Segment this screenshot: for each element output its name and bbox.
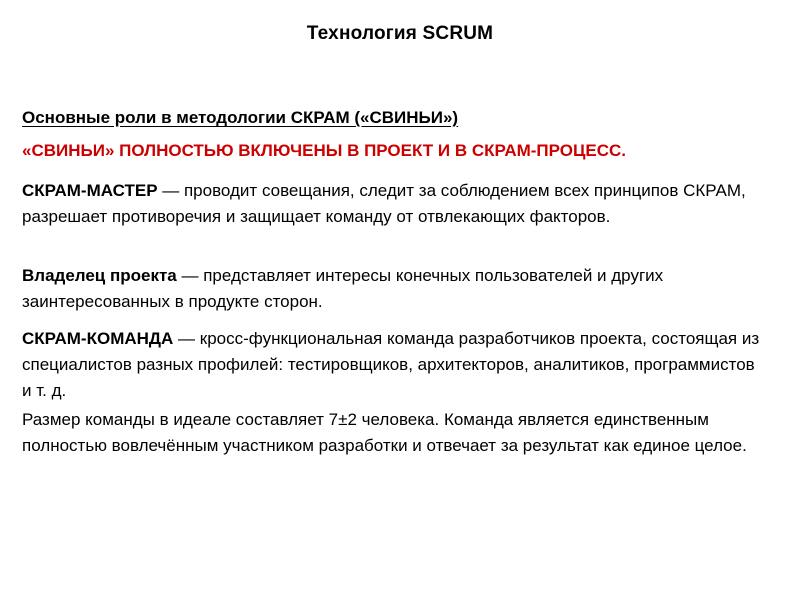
scrum-team-definition: — кросс-функциональная команда разработчиков проекта, состоящая из специалистов разных профилей: тестировщиков, архитекторов, аналитиков, программистов и т. д. [22, 329, 760, 400]
scrum-master-term: СКРАМ-МАСТЕР [22, 181, 158, 200]
product-owner-definition: — представляет интересы конечных пользователей и других заинтересованных в продукте сторон. [22, 266, 664, 311]
scrum-master-definition: — проводит совещания, следит за соблюдением всех принципов СКРАМ, разрешает противоречия и защищает команду от отвлекающих факторов. [22, 181, 746, 226]
slide-title: Технология SCRUM [306, 23, 494, 44]
scrum-team-paragraph [22, 326, 762, 404]
pigs-statement: «СВИНЬИ» ПОЛНОСТЬЮ ВКЛЮЧЕНЫ В ПРОЕКТ И В СКРАМ-ПРОЦЕСС. [22, 141, 627, 160]
product-owner-paragraph [22, 263, 762, 315]
team-size-paragraph: Размер команды в идеале составляет 7±2 человека. Команда является единственным полностью вовлечённым участником разработки и отвечает за результат как единое целое. [22, 410, 747, 455]
product-owner-term: Владелец проекта [22, 266, 177, 285]
scrum-team-term: СКРАМ-КОМАНДА [22, 329, 174, 348]
roles-subtitle: Основные роли в методологии СКРАМ («СВИНЬИ») [22, 108, 459, 127]
scrum-master-paragraph [22, 178, 762, 230]
